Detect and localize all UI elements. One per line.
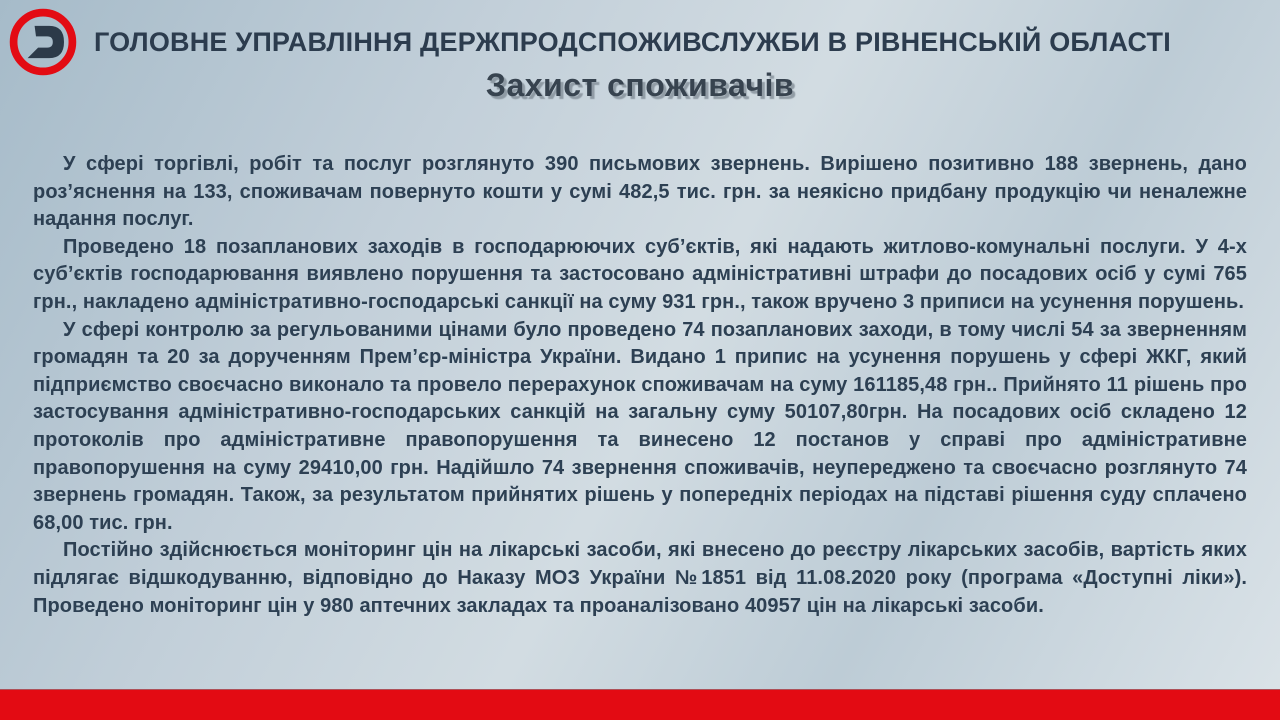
report-paragraph-price-control: У сфері контролю за регульованими цінами було проведено 74 позапланових заходи, в тому числі 54 за зверненням громадян та 20 за дорученням Прем’єр-міністра України. Видано 1 припис на усунення порушень у сфері ЖКГ, який підприємство своєчасно виконало та провело перерахунок споживачам на суму 161185,48 грн.. Прийнято 11 рішень про застосування адміністративно-господарських санкцій на загальну суму 50107,80грн. На посадових осіб складено 12 протоколів про адміністративне правопорушення та винесено 12 постанов у справі про адміністративне правопорушення на суму 29410,00 грн. Надійшло 74 звернення споживачів, неупереджено та своєчасно розглянуто 74 звернень громадян. Також, за результатом прийнятих рішень у попередніх періодах на підставі рішення суду сплачено 68,00 тис. грн. bbox=[33, 318, 1247, 534]
report-paragraph-trade: У сфері торгівлі, робіт та послуг розглянуто 390 письмових звернень. Вирішено позитивно 188 звернень, дано роз’яснення на 133, споживачам повернуто кошти у сумі 482,5 тис. грн. за неякісно придбану продукцію чи неналежне надання послуг. bbox=[33, 153, 1247, 231]
slide-subtitle: Захист споживачів bbox=[485, 67, 795, 103]
report-paragraph-utilities: Проведено 18 позапланових заходів в господарюючих суб’єктів, які надають житлово-комунальні послуги. У 4-х суб’єктів господарювання виявлено порушення та застосовано адміністративні штрафи до посадових осіб у сумі 765 грн., накладено адміністративно-господарські санкції на суму 931 грн., також вручено 3 приписи на усунення порушень. bbox=[33, 235, 1247, 313]
report-paragraph-medicines: Постійно здійснюється моніторинг цін на лікарські засоби, які внесено до реєстру лікарських засобів, вартість яких підлягає відшкодуванню, відповідно до Наказу МОЗ України №1851 від 11.08.2020 року (програма «Доступні ліки»). Проведено моніторинг цін у 980 аптечних закладах та проаналізовано 40957 цін на лікарські засоби. bbox=[33, 539, 1247, 617]
report-text-block bbox=[33, 151, 1247, 620]
page-title: ГОЛОВНЕ УПРАВЛІННЯ ДЕРЖПРОДСПОЖИВСЛУЖБИ В РІВНЕНСЬКІЙ ОБЛАСТІ bbox=[94, 27, 1171, 57]
footer-accent-stripe bbox=[0, 689, 1280, 720]
